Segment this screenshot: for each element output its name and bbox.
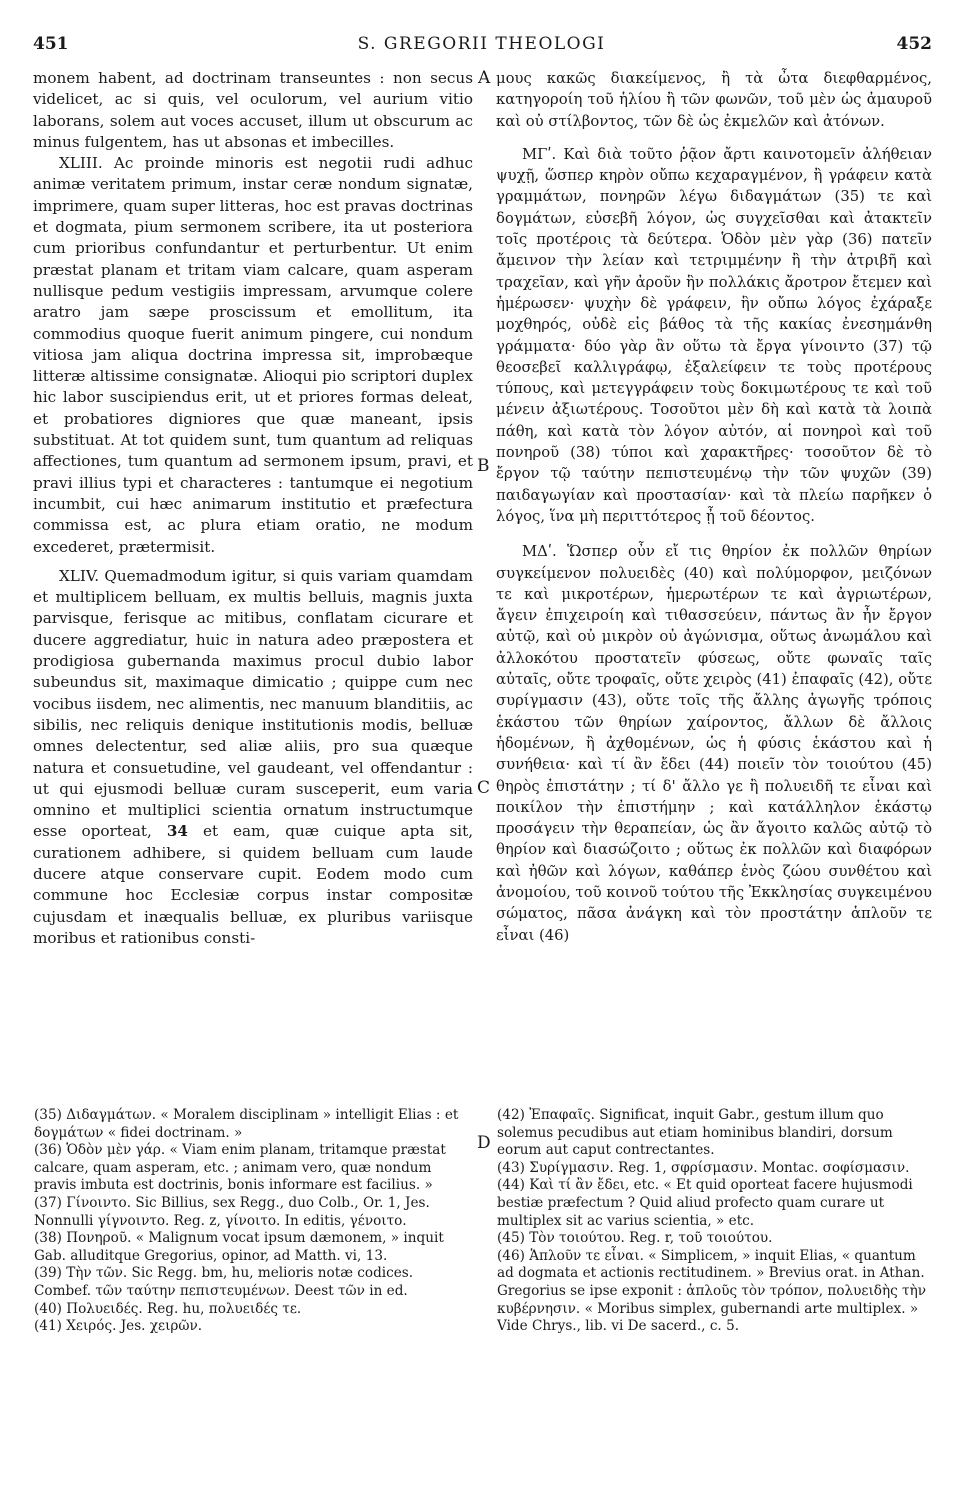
footnote-39: (39) Τὴν τῶν. Sic Regg. bm, hu, melioris notæ codices. Combef. τῶν ταύτην πεπιστευμένων. Deest τῶν in ed.: [34, 1265, 414, 1299]
footnote-36: (36) Ὁδὸν μὲν γάρ. « Viam enim planam, tritamque præstat calcare, quam asperam, etc. ; animam vero, quæ nondum pravis imbuta est doctrinis, bonis informare est facilius. »: [34, 1142, 446, 1194]
greek-paragraph-3: ΜΔʹ. Ὥσπερ οὖν εἴ τις θηρίον ἐκ πολλῶν θηρίων συγκείμενον πολυειδὲς (40) καὶ πολύμορφον, μειζόνων τε καὶ μικροτέρων, ἡμερωτέρων τε καὶ ἀγριωτέρων, ἄγειν ἐπιχειροίη καὶ τιθασσεύειν, πάντως ἂν ἦν ἔργον αὐτῷ, καὶ οὐ μικρὸν οὐ ἀγώνισμα, οὕτως ἀνωμάλου καὶ ἀλλοκότου προστατεῖν φύσεως, οὔτε φωναῖς ταῖς αὐταῖς, οὔτε τροφαῖς, οὔτε χειρὸς (41) ἐπαφαῖς (42), οὔτε συρίγμασιν (43), οὔτε τοῖς τῆς ἄλλης ἀγωγῆς τρόποις ἑκάστου τῶν θηρίων χαίροντος, ἄλλων δὲ ἄλλοις ἡδομένων, ἢ ἀχθομένων, ὡς ἡ φύσις ἑκάστου καὶ ἡ συνήθεια· καὶ τί ἂν ἔδει (44) ποιεῖν τὸν τοιούτου (45) θηρὸς ἐπιστάτην ; τί δ' ἄλλο γε ἢ πολυειδῆ τε εἶναι καὶ ποικίλον τὴν ἐπιστήμην ; καὶ κατάλληλον ἑκάστῳ προσάγειν τὴν θεραπείαν, ὡς ἂν ἄγοιτο καλῶς αὐτῷ τὸ θηρίον καὶ διασώζοιτο ; οὕτως ἐκ πολλῶν καὶ διαφόρων καὶ ἠθῶν καὶ λόγων, καθάπερ ἑνὸς ζώου συνθέτου καὶ ἀνομοίου, τοῦ κοινοῦ τούτου τῆς Ἐκκλησίας συγκειμένου σώματος, πᾶσα ἀνάγκη καὶ τὸν προστάτην ἁπλοῦν τε εἶναι (46): [496, 543, 932, 944]
latin-column-number: 34: [166, 822, 188, 841]
footnote-46: (46) Ἁπλοῦν τε εἶναι. « Simplicem, » inquit Elias, « quantum ad dogmata et actionis rectitudinem. » Brevius orat. in Athan. Gregorius se ipse exponit : ἁπλοῦς τὸν τρόπον, πολυειδὴς τὴν κυβέρνησιν. « Moribus simplex, gubernandi arte multiplex. » Vide Chrys., lib. vi De sacerd., c. 5.: [497, 1247, 926, 1335]
footnote-44: (44) Καὶ τί ἂν ἔδει, etc. « Et quid oporteat facere hujusmodi bestiæ præfectum ? Quid aliud profecto quam curare ut multiplex sit ac varius scientia, » etc.: [497, 1177, 913, 1229]
footnote-41: (41) Χειρός. Jes. χειρῶν.: [34, 1318, 203, 1335]
footnote-35: (35) Διδαγμάτων. « Moralem disciplinam » intelligit Elias : et δογμάτων « fidei doctrinam. »: [34, 1107, 459, 1141]
footnote-38: (38) Πονηροῦ. « Malignum vocat ipsum dæmonem, » inquit Gab. alluditque Gregorius, opinor, ad Matth. vi, 13.: [34, 1230, 444, 1264]
greek-column: [496, 68, 932, 946]
footnote-42: (42) Ἐπαφαῖς. Significat, inquit Gabr., gestum illum quo solemus pecudibus aut etiam hominibus blandiri, dorsum eorum aut caput contrectantes.: [497, 1107, 893, 1159]
latin-paragraph-3-after: et eam, quæ cuique apta sit, curationem adhibere, si quidem belluam cum laude ducere atque conservare cupit. Eodem modo cum commune hoc Ecclesiæ corpus instar compositæ cujusdam et inæqualis belluæ, ex pluribus variisque moribus et rationibus consti-: [33, 822, 474, 947]
greek-paragraph-1: μους κακῶς διακείμενος, ἢ τὰ ὦτα διεφθαρμένος, κατηγοροίη τοῦ ἡλίου ἢ τῶν φωνῶν, τοῦ μὲν ὡς ἀμαυροῦ καὶ οὐ στίλβοντος, τῶν δὲ ὡς ἐκμελῶν καὶ ἀτόνων.: [496, 70, 932, 130]
footnote-37: (37) Γίνοιντο. Sic Billius, sex Regg., duo Colb., Or. 1, Jes. Nonnulli γίγνοιντο. Reg. z, γίνοιτο. In editis, γένοιτο.: [34, 1194, 430, 1229]
latin-paragraph-1: monem habent, ad doctrinam transeuntes : non secus videlicet, ac si quis, vel oculorum, vel aurium vitio laborans, solem aut voces accuset, illum ut obscurum ac minus fulgentem, has ut absonas et imbecilles.: [33, 69, 473, 151]
running-head: S. GREGORII THEOLOGI: [357, 34, 606, 54]
latin-column: [33, 68, 473, 949]
margin-marker-b: B: [477, 456, 490, 476]
footnote-43: (43) Συρίγμασιν. Reg. 1, σφρίσμασιν. Montac. σοφίσμασιν.: [497, 1159, 910, 1176]
footnote-45: (45) Τὸν τοιούτου. Reg. r, τοῦ τοιούτου.: [497, 1230, 773, 1247]
margin-marker-a: A: [478, 68, 491, 88]
margin-marker-d: D: [477, 1133, 491, 1153]
latin-paragraph-2: XLIII. Ac proinde minoris est negotii rudi adhuc animæ veritatem primum, instar ceræ nondum signatæ, imprimere, quam super litteras, hoc est pravas doctrinas et dogmata, pium sermonem scribere, ita ut posteriora cum prioribus confundantur et perturbentur. Ut enim præstat planam et tritam viam calcare, quam asperam nullisque pedum vestigiis impressam, arvumque colere aratro jam sæpe proscissum et emollitum, ita commodius quoque fuerit animum pingere, cui nondum vitiosa jam aliqua doctrina impressa sit, improbæque litteræ altissime consignatæ. Alioqui pio scriptori duplex hic labor suscipiendus erit, ut et priores formas deleat, et probatiores digniores que quæ maneant, ipsis substituat. At tot quidem sunt, tum quantum ad reliquas affectiones, tum quantum ad sermonem ipsum, pravi, et pravi illius typi et characteres : tantumque ei negotium incumbit, cui hæc animarum institutio et præfectura commissa est, ac plura etiam oratio, ne modum excederet, prætermisit.: [33, 154, 473, 556]
page-number-left: 451: [33, 34, 69, 54]
footnotes-right: [497, 1107, 933, 1336]
footnotes-left: [34, 1107, 471, 1336]
greek-paragraph-2: ΜΓʹ. Καὶ διὰ τοῦτο ῥᾷον ἄρτι καινοτομεῖν ἀλήθειαν ψυχῇ, ὥσπερ κηρὸν οὔπω κεχαραγμένον, ἢ γράφειν κατὰ γραμμάτων, πονηρῶν λέγω διδαγμάτων (35) τε καὶ δογμάτων, εὐσεβῆ λόγον, ὡς συγχεῖσθαι καὶ ἀτακτεῖν τοῖς προτέροις τὰ δεύτερα. Ὁδὸν μὲν γὰρ (36) πατεῖν ἄμεινον τὴν λείαν καὶ τετριμμένην ἢ τὴν ἀτριβῆ καὶ τραχεῖαν, καὶ γῆν ἀροῦν ἣν πολλάκις ἄροτρον ἔτεμεν καὶ ἡμέρωσεν· ψυχὴν δὲ γράφειν, ἣν οὔπω λόγος ἐχάραξε μοχθηρός, οὐδὲ εἰς βάθος τὰ τῆς κακίας ἐνεσημάνθη γράμματα· δύο γὰρ ἂν οὕτω τὰ ἔργα γίνοιντο (37) τῷ θεοσεβεῖ καλλιγράφῳ, ἐξαλείφειν τε τοὺς προτέρους τύπους, καὶ μετεγγράφειν τοὺς δοκιμωτέρους τε καὶ τοῦ μένειν ἀξιωτέρους. Τοσοῦτοι μὲν δὴ καὶ κατὰ τὰ λοιπὰ πάθη, καὶ κατὰ τὸν λόγον αὐτόν, αἱ πονηροὶ καὶ τοῦ πονηροῦ (38) τύποι καὶ χαρακτῆρες· τοσοῦτον δὲ τὸ ἔργον τῷ ταύτην πεπιστευμένῳ τὴν τῶν ψυχῶν (39) παιδαγωγίαν καὶ προστασίαν· καὶ τὰ πλείω παρῆκεν ὁ λόγος, ἵνα μὴ περιττότερος ᾖ τοῦ δέοντος.: [496, 145, 932, 525]
page-number-right: 452: [896, 34, 932, 54]
footnote-40: (40) Πολυειδές. Reg. hu, πολυειδές τε.: [34, 1300, 302, 1317]
margin-marker-c: C: [477, 778, 491, 798]
latin-paragraph-3: [33, 566, 473, 949]
latin-paragraph-3-before: XLIV. Quemadmodum igitur, si quis variam quamdam et multiplicem belluam, ex multis belluis, magnis juxta parvisque, ferisque ac mitibus, conflatam cicurare et ducere aggrediatur, huic in natura adeo præpostera et prodigiosa gubernanda maximus procul dubio labor subeundus sit, maximaque dimicatio ; quippe cum nec vocibus iisdem, nec alimentis, nec manuum blanditiis, ac sibilis, nec reliquis denique institutionis modis, belluæ omnes delectentur, sed aliæ aliis, pro sua quæque natura et consuetudine, vel gaudeant, vel offendantur : ut qui ejusmodi belluæ curam susceperit, eum varia omnino et multiplici scientia ornatum instructumque esse oporteat,: [33, 566, 473, 841]
